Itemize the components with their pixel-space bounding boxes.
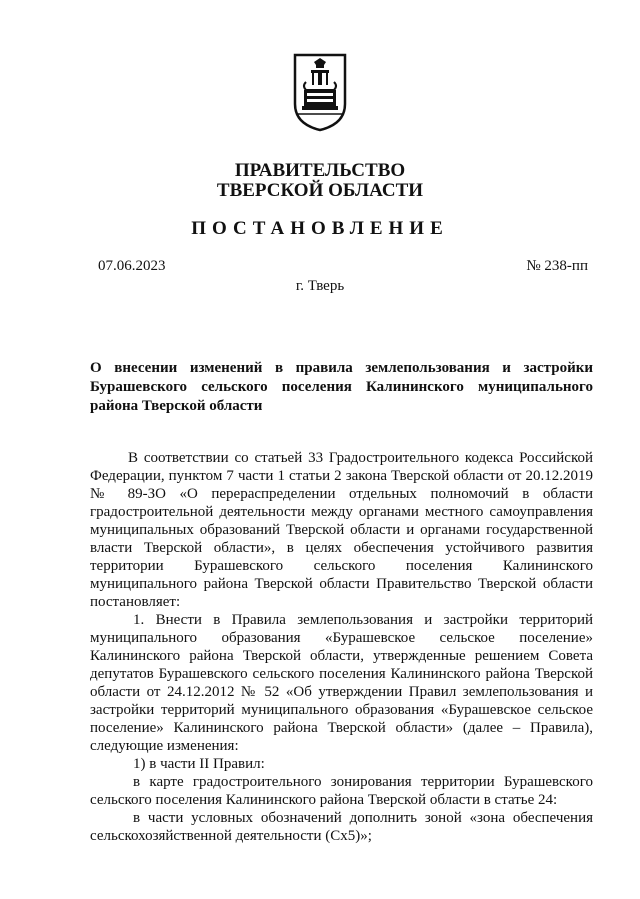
document-number: № 238-пп: [526, 258, 588, 274]
body-paragraph-preamble: В соответствии со статьей 33 Градостроительного кодекса Российской Федерации, пунктом 7 части 1 статьи 2 закона Тверской области от 20.12.2019 № 89-ЗО «О перераспределении отдельных полномочий в области градостроительной деятельности между органами местного самоуправления муниципальных образований Тверской области и органами государственной власти Тверской области», в целях обеспечения устойчивого развития территории Бурашевского сельского поселения Калининского муниципального района Тверской области Правительство Тверской области постановляет:: [90, 450, 593, 610]
body-paragraph-map-change: в карте градостроительного зонирования территории Бурашевского сельского поселения Калининского района Тверской области в статье 24:: [90, 774, 593, 808]
government-title-line-2: ТВЕРСКОЙ ОБЛАСТИ: [216, 180, 424, 201]
document-type-heading: ПОСТАНОВЛЕНИЕ: [191, 218, 449, 239]
body-paragraph-item-1: 1. Внести в Правила землепользования и застройки территорий муниципального образования «Бурашевское сельское поселение» Калининского района Тверской области, утвержденные решением Совета депутатов Бурашевского сельского поселения Калининского района Тверской области от 24.12.2012 № 52 «Об утверждении Правил землепользования и застройки территорий муниципального образования «Бурашевское сельское поселение» Калининского района Тверской области» (далее – Правила), следующие изменения:: [90, 612, 593, 754]
tver-coat-of-arms-icon: [292, 52, 348, 132]
coat-of-arms-emblem: [292, 52, 348, 132]
body-paragraph-legend-change: в части условных обозначений дополнить зоной «зона обеспечения сельскохозяйственной деятельности (Сх5)»;: [90, 810, 593, 844]
document-body: [90, 449, 593, 845]
document-city: г. Тверь: [295, 278, 345, 294]
document-date: 07.06.2023: [98, 258, 166, 274]
body-paragraph-subitem-1: 1) в части II Правил:: [133, 756, 265, 772]
document-subject: О внесении изменений в правила землепользования и застройки Бурашевского сельского поселения Калининского муниципального района Тверской области: [90, 360, 593, 414]
government-title-line-1: ПРАВИТЕЛЬСТВО: [234, 160, 406, 181]
